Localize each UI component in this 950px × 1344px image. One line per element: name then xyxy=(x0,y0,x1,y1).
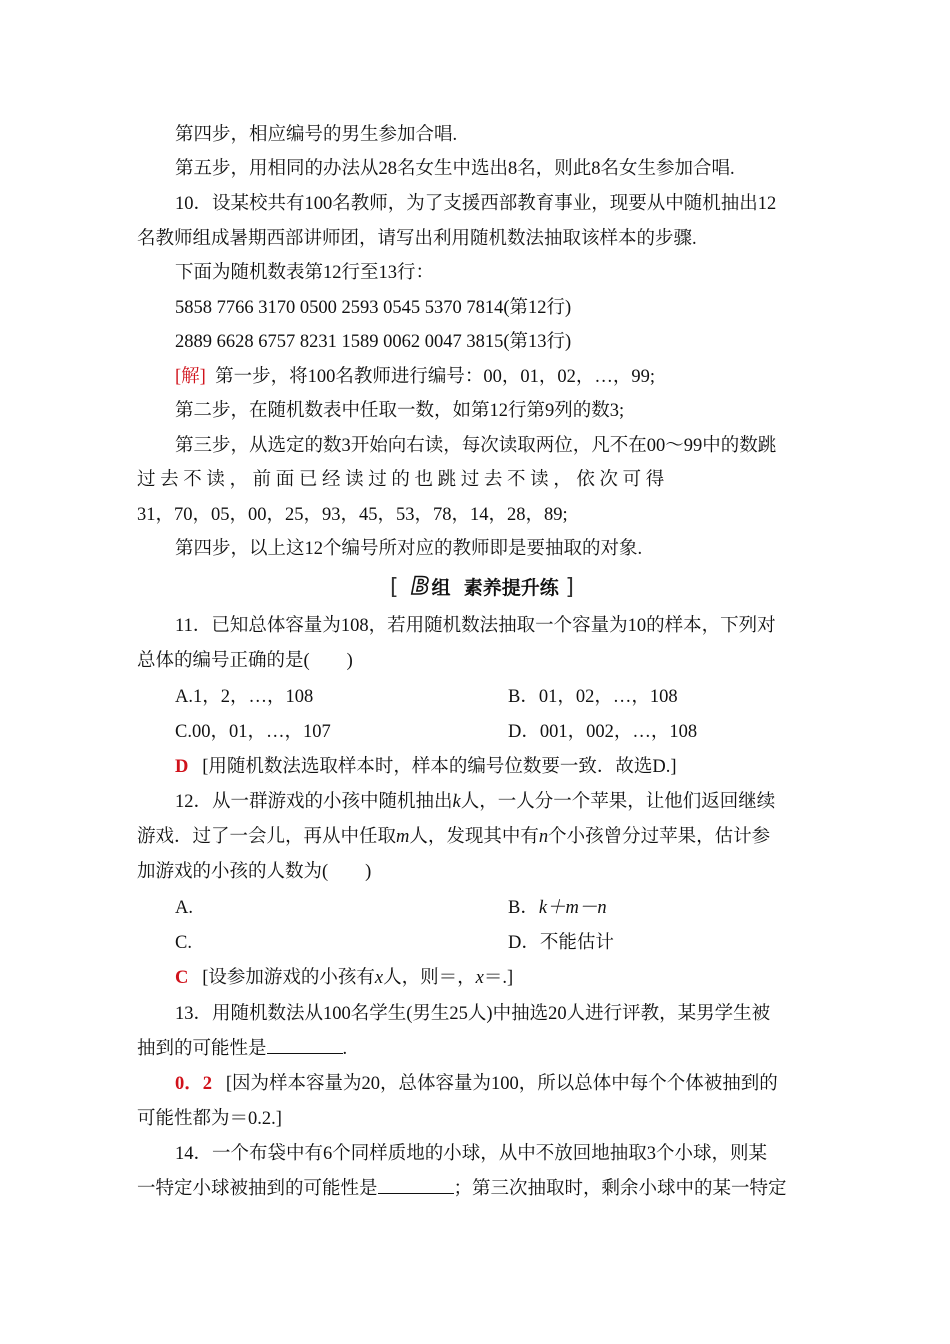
answer-blank xyxy=(267,1037,343,1054)
q12-answer xyxy=(175,966,813,990)
q11-answer xyxy=(175,755,813,779)
text-line: 下面为随机数表第12行至13行： xyxy=(175,263,435,283)
text-line: 第四步，以上这12个编号所对应的教师即是要抽取的对象. xyxy=(175,539,643,559)
q12-explanation: ＝.] xyxy=(483,968,514,988)
solution-line xyxy=(175,365,813,389)
section-banner xyxy=(390,572,574,600)
q12-explanation: 人，则＝， xyxy=(383,968,476,988)
q12-option-b-expr: k＋m－n xyxy=(538,898,607,918)
var-x: x xyxy=(475,968,484,988)
q11-option-d: D．001，002，…，108 xyxy=(508,722,698,742)
q12-stem xyxy=(137,825,813,849)
q12-stem: 加游戏的小孩的人数为( ) xyxy=(137,862,372,882)
q14-text: 一特定小球被抽到的可能性是 xyxy=(137,1179,378,1199)
q13-text: . xyxy=(342,1039,348,1059)
q14-stem xyxy=(137,1177,813,1201)
q12-option-a: A. xyxy=(175,898,193,918)
text-line: 10．设某校共有100名教师，为了支援西部教育事业，现要从中随机抽出12 xyxy=(175,194,777,214)
q12-answer-letter: C xyxy=(175,968,189,988)
var-n: n xyxy=(538,827,549,847)
banner-left-bracket: [ xyxy=(390,575,399,600)
text-line: 第二步，在随机数表中任取一数，如第12行第9列的数3; xyxy=(175,401,625,421)
q13-stem xyxy=(137,1037,813,1061)
solution-tag: [解] xyxy=(175,367,206,387)
q11-explanation: [用随机数法选取样本时，样本的编号位数要一致．故选D.] xyxy=(202,757,677,777)
q12-option-b-label: B． xyxy=(508,898,539,918)
random-table-row-13: 2889 6628 6757 8231 1589 0062 0047 3815(第13行) xyxy=(175,332,572,352)
q12-option-c: C. xyxy=(175,933,192,953)
q12-options-row xyxy=(175,931,813,955)
q12-text: 游戏．过了一会儿，再从中任取 xyxy=(137,827,397,847)
q12-text: 人，一人分一个苹果，让他们返回继续 xyxy=(460,792,776,812)
q12-option-d: D．不能估计 xyxy=(508,933,614,953)
q12-stem xyxy=(175,790,813,814)
q11-options-row xyxy=(175,720,813,744)
text-line: 第五步，用相同的办法从28名女生中选出8名，则此8名女生参加合唱. xyxy=(175,159,735,179)
q12-text: 12．从一群游戏的小孩中随机抽出 xyxy=(175,792,453,812)
q13-explanation: 可能性都为＝0.2.] xyxy=(137,1109,282,1129)
q13-answer xyxy=(175,1072,813,1096)
banner-group: 组 xyxy=(431,577,451,599)
q14-text: ；第三次抽取时，剩余小球中的某一特定 xyxy=(453,1179,787,1199)
answer-blank xyxy=(378,1177,454,1194)
q13-stem: 13．用随机数法从100名学生(男生25人)中抽选20人进行评教，某男学生被 xyxy=(175,1004,771,1024)
text-line: 过 去 不 读 ， 前 面 已 经 读 过 的 也 跳 过 去 不 读 ， 依 次 可 得 xyxy=(137,470,665,490)
q11-stem: 总体的编号正确的是( ) xyxy=(137,651,353,671)
q13-explanation: [因为样本容量为20，总体容量为100，所以总体中每个个体被抽到的 xyxy=(225,1074,778,1094)
q14-stem: 14．一个布袋中有6个同样质地的小球，从中不放回地抽取3个小球，则某 xyxy=(175,1144,768,1164)
q11-option-a: A.1，2，…，108 xyxy=(175,687,314,707)
text-line: 第三步，从选定的数3开始向右读，每次读取两位，凡不在00～99中的数跳 xyxy=(175,436,777,456)
solution-text: 第一步，将100名教师进行编号：00，01，02，…，99; xyxy=(215,367,655,387)
q12-option-b xyxy=(508,896,607,920)
q12-text: 人，发现其中有 xyxy=(409,827,539,847)
q12-explanation: [设参加游戏的小孩有 xyxy=(202,968,375,988)
random-table-row-12: 5858 7766 3170 0500 2593 0545 5370 7814(第12行) xyxy=(175,298,572,318)
q13-answer-value: 0．2 xyxy=(175,1074,213,1094)
banner-title: 素养提升练 xyxy=(463,577,559,599)
text-line: 第四步，相应编号的男生参加合唱. xyxy=(175,125,458,145)
q11-option-c: C.00，01，…，107 xyxy=(175,722,331,742)
q13-text: 抽到的可能性是 xyxy=(137,1039,267,1059)
group-b-mark: B xyxy=(411,572,430,600)
text-line: 31，70，05，00，25，93，45，53，78，14，28，89; xyxy=(137,505,568,525)
q11-answer-letter: D xyxy=(175,757,189,777)
q11-stem: 11．已知总体容量为108，若用随机数法抽取一个容量为10的样本，下列对 xyxy=(175,616,776,636)
banner-right-bracket: ] xyxy=(565,575,574,600)
q11-options-row xyxy=(175,685,813,709)
var-m: m xyxy=(396,827,410,847)
var-k: k xyxy=(452,792,461,812)
q12-text: 个小孩曾分过苹果，估计参 xyxy=(548,827,771,847)
q11-option-b: B．01，02，…，108 xyxy=(508,687,678,707)
q12-options-row xyxy=(175,896,813,920)
var-x: x xyxy=(374,968,384,988)
text-line: 名教师组成暑期西部讲师团，请写出利用随机数法抽取该样本的步骤. xyxy=(137,229,697,249)
